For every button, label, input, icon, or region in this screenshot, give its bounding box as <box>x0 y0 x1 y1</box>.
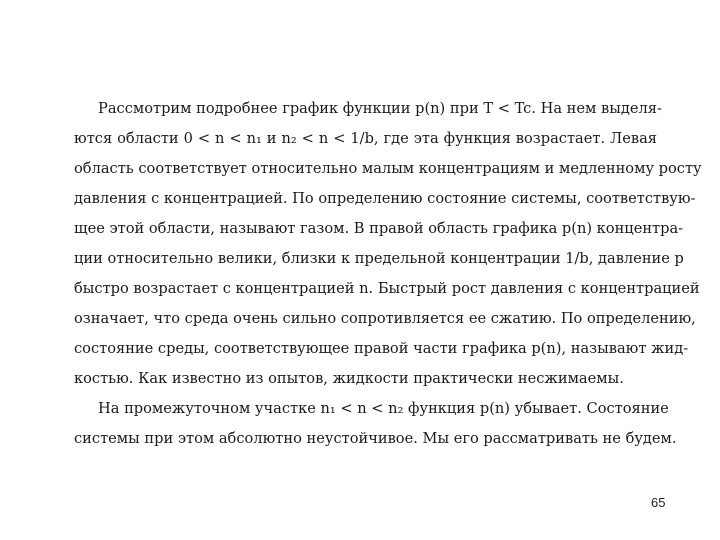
paragraph-1-line-6: ции относительно велики, близки к предельной концентрации 1/b, давление p <box>74 250 684 267</box>
paragraph-2-line-2: системы при этом абсолютно неустойчивое. Мы его рассматривать не будем. <box>74 430 677 447</box>
paragraph-1-line-4: давления с концентрацией. По определению состояние системы, соответствую- <box>74 190 696 207</box>
paragraph-2-line-1: На промежуточном участке n₁ < n < n₂ функция p(n) убывает. Состояние <box>98 400 669 417</box>
paragraph-1-line-7: быстро возрастает с концентрацией n. Быстрый рост давления с концентрацией <box>74 280 700 297</box>
paragraph-1-line-5: щее этой области, называют газом. В правой область графика p(n) концентра- <box>74 220 684 237</box>
paragraph-1-line-9: состояние среды, соответствующее правой части графика p(n), называют жид- <box>74 340 689 357</box>
paragraph-1-line-3: область соответствует относительно малым концентрациям и медленному росту <box>74 160 702 177</box>
paragraph-1-line-10: костью. Как известно из опытов, жидкости практически несжимаемы. <box>74 370 624 387</box>
page-number: 65 <box>651 495 666 510</box>
paragraph-1-line-2: ются области 0 < n < n₁ и n₂ < n < 1/b, где эта функция возрастает. Левая <box>74 130 657 147</box>
document-body <box>74 94 702 454</box>
paragraph-1-line-1: Рассмотрим подробнее график функции p(n) при T < Tc. На нем выделя- <box>98 100 662 117</box>
paragraph-1-line-8: означает, что среда очень сильно сопротивляется ее сжатию. По определению, <box>74 310 696 327</box>
